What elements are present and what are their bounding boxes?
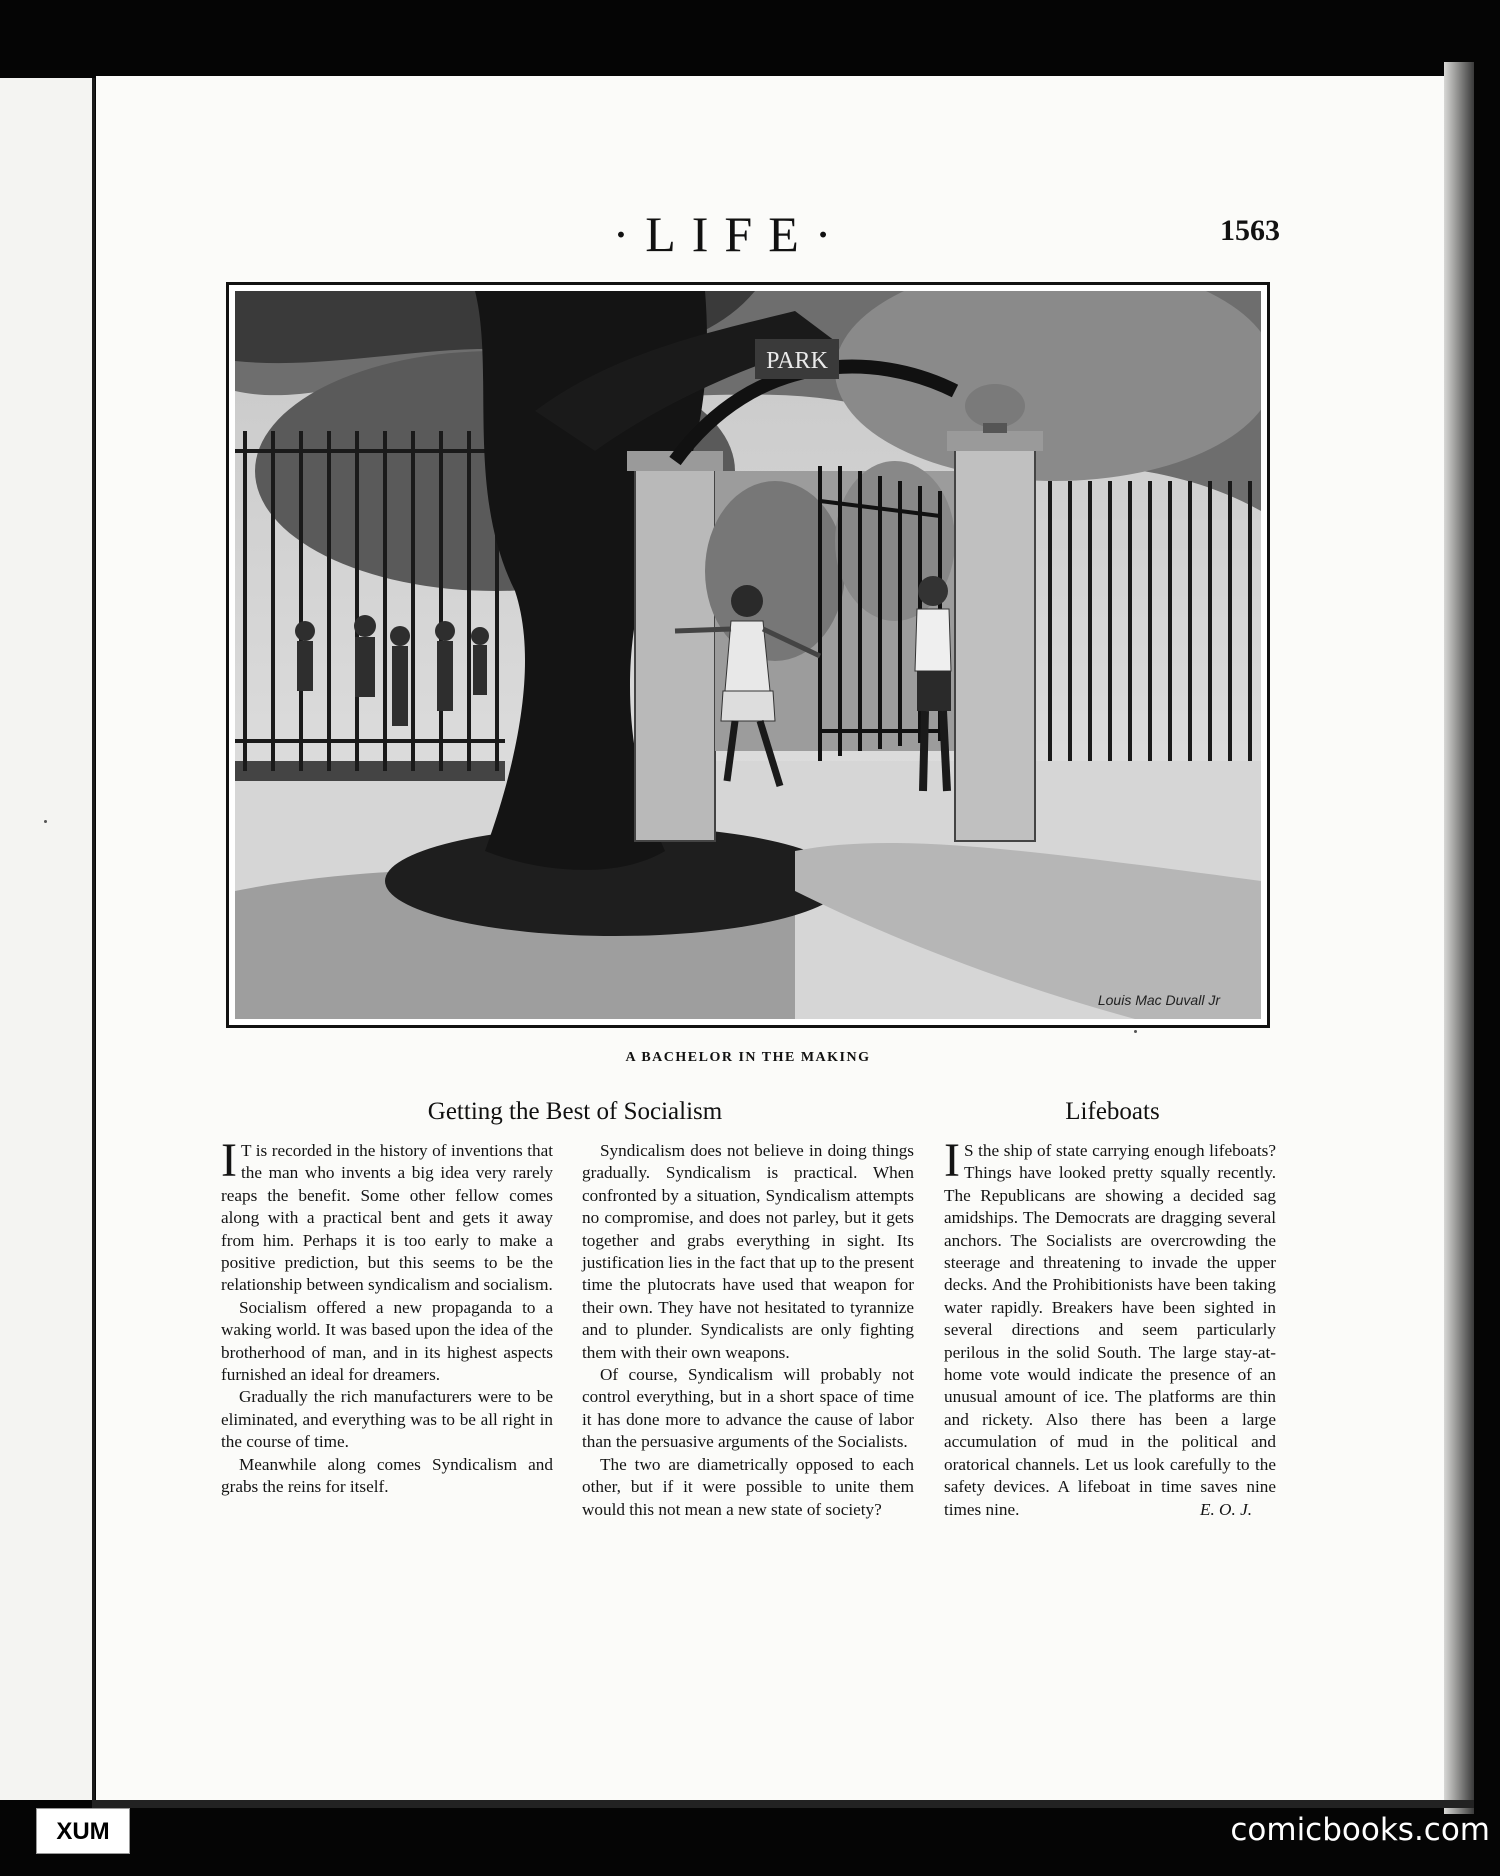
masthead-title: ·LIFE· (612, 206, 848, 262)
paragraph: Socialism offered a new propaganda to a waking world. It was based upon the idea of the brotherhood of man, and in its highest aspects furnished an ideal for dreamers. (221, 1297, 553, 1385)
scan-label: XUM (36, 1808, 130, 1854)
drop-cap: I (944, 1134, 960, 1187)
page-bottom-edge (92, 1800, 1474, 1808)
scan-speck (44, 820, 47, 823)
page-gutter (92, 78, 95, 1800)
paragraph: Gradually the rich manufacturers were to be eliminated, and everything was to be all right in the course of time. (221, 1387, 553, 1452)
watermark: comicbooks.com (1230, 1812, 1490, 1848)
paragraph: Syndicalism does not believe in doing things gradually. Syndicalism is practical. When confronted by a situation, Syndicalism attempts no compromise, and does not parley, but it gets together and grabs everything in sight. Its justification lies in the fact that up to the present time the plutocrats have used that weapon for their own. They have not hesitated to tyrannize and to plunder. Syndicalists are only fighting them with their own weapons. (582, 1141, 914, 1362)
left-page-edge (0, 78, 92, 1800)
drop-cap: I (221, 1134, 237, 1187)
scan-speck (1134, 1030, 1137, 1033)
cartoon-illustration (226, 282, 1270, 1028)
article-column-3 (944, 1134, 1276, 1521)
article-title-socialism: Getting the Best of Socialism (427, 1098, 723, 1125)
park-sign-text: PARK (766, 348, 828, 374)
illustration-caption: A BACHELOR IN THE MAKING (625, 1050, 871, 1065)
paragraph-text: S the ship of state carrying enough lifeboats? Things have looked pretty squally recently. The Republicans are showing a decided sag amidships. The Democrats are dragging several anchors. The Socialists are overcrowding the steerage and threatening to invade the upper decks. And the Prohibitionists have been taking water rapidly. Breakers have been sighted in several directions and seem particularly perilous in the solid South. The large stay-at-home vote would indicate the presence of an unusual amount of ice. The platforms are thin and rickety. Also there has been a large accumulation of mud in the political and oratorical channels. Let us look carefully to the safety devices. A lifeboat in time saves nine times nine. (944, 1141, 1276, 1519)
article-column-2 (582, 1140, 914, 1521)
paragraph: Meanwhile along comes Syndicalism and grabs the reins for itself. (221, 1454, 553, 1497)
author-signature: E. O. J. (1199, 1499, 1252, 1519)
paragraph (221, 1134, 553, 1297)
paragraph-text: T is recorded in the history of inventions that the man who invents a big idea very rarely reaps the benefit. Some other fellow comes along with a practical bent and gets it away from him. Perhaps it is too early to make a positive prediction, but this seems to be the relationship between syndicalism and socialism. (221, 1141, 553, 1295)
artist-signature: Louis Mac Duvall Jr (1097, 992, 1220, 1008)
paragraph: Of course, Syndicalism will probably not control everything, but in a short space of time it has done more to advance the cause of labor than the persuasive arguments of the Socialists. (582, 1365, 914, 1452)
park-gate-drawing (235, 291, 1261, 1019)
article-column-1 (221, 1134, 553, 1499)
paragraph (944, 1134, 1276, 1521)
page-number: 1563 (1220, 214, 1280, 247)
page-edge-shadow (1444, 62, 1474, 1814)
article-title-lifeboats: Lifeboats (1065, 1098, 1160, 1125)
paragraph: The two are diametrically opposed to each other, but if it were possible to unite them would this not mean a new state of society? (582, 1454, 914, 1519)
